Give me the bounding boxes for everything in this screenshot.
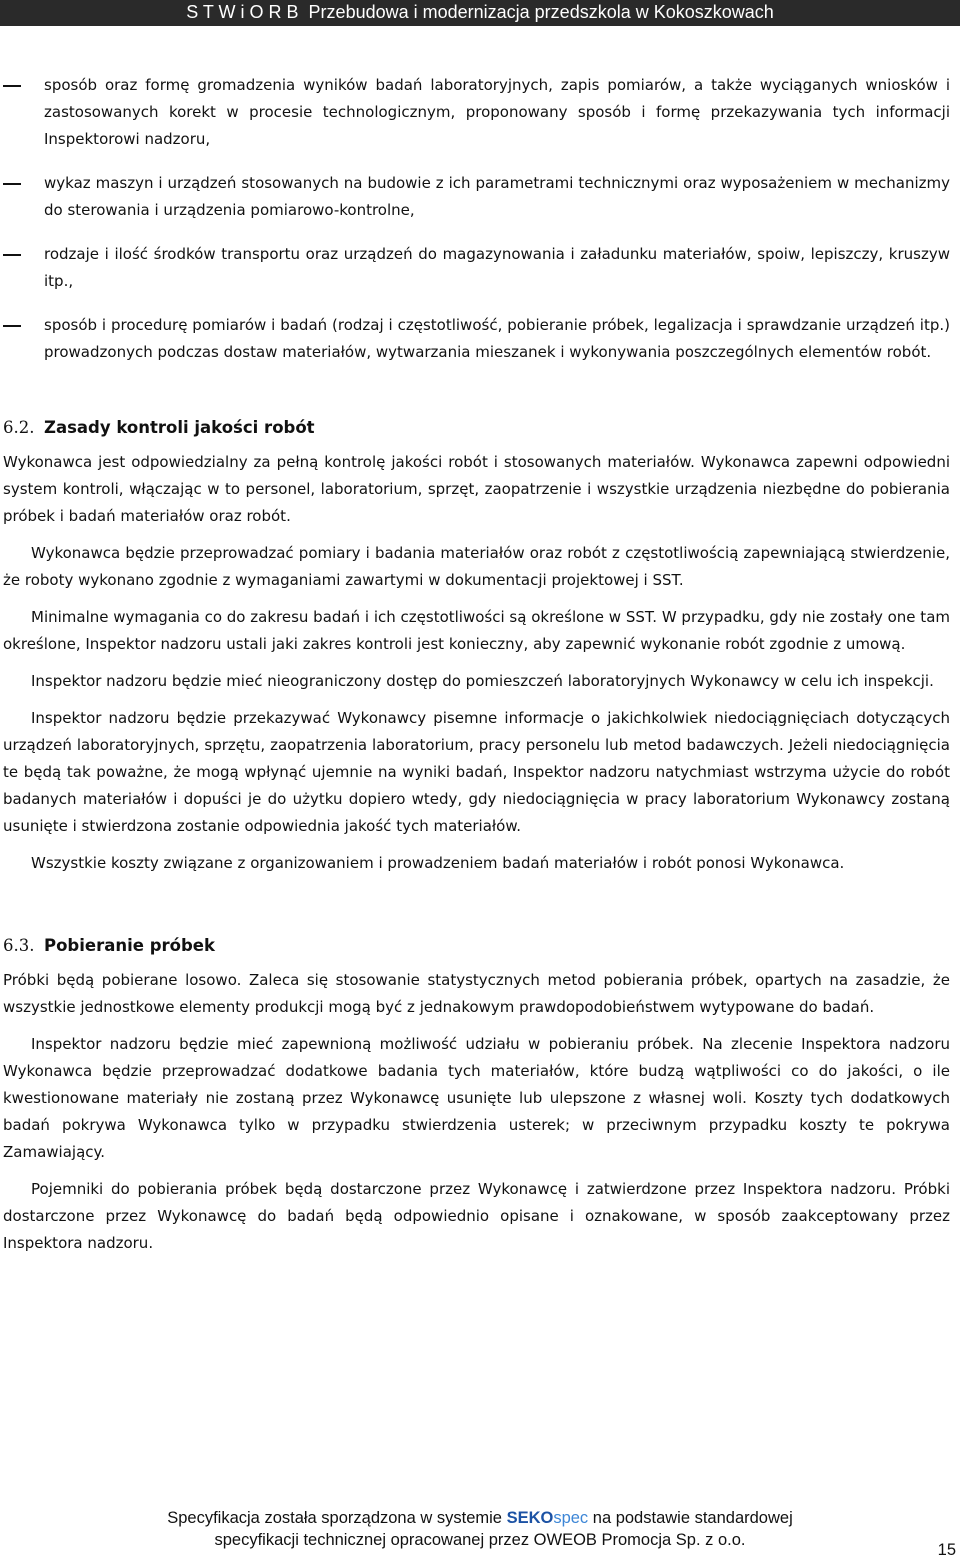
dash-bullet-icon — [3, 170, 21, 185]
list-item — [3, 72, 950, 153]
paragraph: Inspektor nadzoru będzie mieć nieograniczony dostęp do pomieszczeń laboratoryjnych Wykonawcy w celu ich inspekcji. — [31, 672, 934, 690]
document-header-title: S T W i O R B Przebudowa i modernizacja przedszkola w Kokoszkowach — [186, 2, 774, 22]
list-item-text: rodzaje i ilość środków transportu oraz urządzeń do magazynowania i załadunku materiałów, spoiw, lepiszczy, kruszyw itp., — [44, 245, 950, 290]
section-title: Pobieranie próbek — [44, 936, 215, 955]
list-item-text: wykaz maszyn i urządzeń stosowanych na budowie z ich parametrami technicznymi oraz wyposażeniem w mechanizmy do sterowania i urządzenia pomiarowo-kontrolne, — [44, 174, 950, 219]
paragraph: Minimalne wymagania co do zakresu badań i ich częstotliwości są określone w SST. W przypadku, gdy nie zostały one tam określone, Inspektor nadzoru ustali jaki zakres kontroli jest konieczny, aby zapewnić wykonanie robót zgodnie z umową. — [3, 608, 950, 653]
footer-text: na podstawie standardowej — [588, 1509, 793, 1527]
footer-text: Specyfikacja została sporządzona w systemie — [167, 1509, 507, 1527]
list-item — [3, 312, 950, 366]
paragraph: Wszystkie koszty związane z organizowaniem i prowadzeniem badań materiałów i robót ponosi Wykonawca. — [31, 854, 845, 872]
paragraph: Pojemniki do pobierania próbek będą dostarczone przez Wykonawcę i zatwierdzone przez Inspektora nadzoru. Próbki dostarczone przez Wykonawcę do badań będą odpowiednio opisane i oznakowane, w sposób zaakceptowany przez Inspektora nadzoru. — [3, 1180, 950, 1252]
dash-bullet-icon — [3, 72, 21, 87]
footer-line-1 — [0, 1507, 960, 1529]
paragraph: Próbki będą pobierane losowo. Zaleca się stosowanie statystycznych metod pobierania próbek, opartych na zasadzie, że wszystkie jednostkowe elementy produkcji mogą być z jednakowym prawdopodobieństwem wytypowane do badań. — [3, 971, 950, 1016]
list-item — [3, 170, 950, 224]
section-number: 6.2. — [3, 418, 35, 437]
dash-bullet-icon — [3, 241, 21, 256]
paragraph: Wykonawca będzie przeprowadzać pomiary i badania materiałów oraz robót z częstotliwością zapewniającą stwierdzenie, że roboty wykonano zgodnie z wymaganiami zawartymi w dokumentacji projektowej i SST. — [3, 544, 950, 589]
section-heading-6-3 — [3, 932, 950, 959]
list-item-text: sposób oraz formę gromadzenia wyników badań laboratoryjnych, zapis pomiarów, a także wyciąganych wniosków i zastosowanych korekt w procesie technologicznym, proponowany sposób i formę przekazywania tych informacji Inspektorowi nadzoru, — [44, 76, 950, 148]
document-header — [0, 0, 960, 26]
footer-line-2: specyfikacji technicznej opracowanej przez OWEOB Promocja Sp. z o.o. — [214, 1531, 746, 1549]
section-number: 6.3. — [3, 936, 35, 955]
dash-bullet-icon — [3, 312, 21, 327]
requirements-list — [3, 72, 950, 366]
page-number: 15 — [937, 1541, 956, 1559]
paragraph: Wykonawca jest odpowiedzialny za pełną kontrolę jakości robót i stosowanych materiałów. Wykonawca zapewni odpowiedni system kontroli, włączając w to personel, laboratorium, sprzęt, zaopatrzenie i wszystkie urządzenia niezbędne do pobierania próbek i badań materiałów oraz robót. — [3, 453, 950, 525]
sekospec-logo-seko: SEKO — [506, 1509, 554, 1527]
list-item-text: sposób i procedurę pomiarów i badań (rodzaj i częstotliwość, pobieranie próbek, legalizacja i sprawdzanie urządzeń itp.) prowadzonych podczas dostaw materiałów, wytwarzania mieszanek i wykonywania poszczególnych elementów robót. — [44, 316, 950, 361]
document-body — [3, 72, 950, 1267]
paragraph: Inspektor nadzoru będzie mieć zapewnioną możliwość udziału w pobieraniu próbek. Na zlecenie Inspektora nadzoru Wykonawca będzie przeprowadzać dodatkowe badania tych materiałów, które budzą wątpliwości co do jakości, o ile kwestionowane materiały nie zostaną przez Wykonawcę usunięte lub ulepszone z własnej woli. Koszty tych dodatkowych badań pokrywa Wykonawca tylko w przypadku stwierdzenia usterek; w przeciwnym przypadku koszty te pokrywa Zamawiający. — [3, 1035, 950, 1161]
sekospec-logo-spec: spec — [553, 1509, 589, 1527]
list-item — [3, 241, 950, 295]
section-title: Zasady kontroli jakości robót — [44, 418, 315, 437]
document-footer — [0, 1507, 960, 1551]
paragraph: Inspektor nadzoru będzie przekazywać Wykonawcy pisemne informacje o jakichkolwiek niedociągnięciach dotyczących urządzeń laboratoryjnych, sprzętu, zaopatrzenia laboratorium, pracy personelu lub metod badawczych. Jeżeli niedociągnięcia te będą tak poważne, że mogą wpłynąć ujemnie na wyniki badań, Inspektor nadzoru natychmiast wstrzyma użycie do robót badanych materiałów i dopuści je do użytku dopiero wtedy, gdy niedociągnięcia w pracy laboratorium Wykonawcy zostaną usunięte i stwierdzona zostanie odpowiednia jakość tych materiałów. — [3, 709, 950, 835]
section-heading-6-2 — [3, 414, 950, 441]
